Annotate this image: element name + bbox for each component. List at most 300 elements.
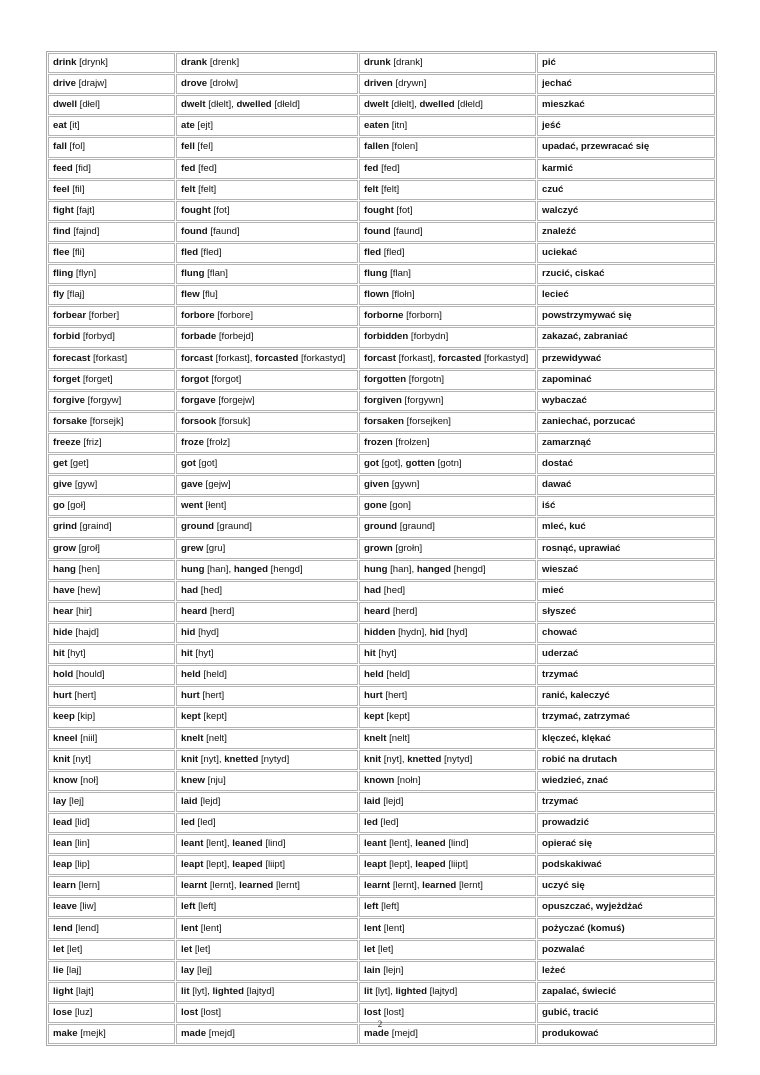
past-participle-cell	[359, 813, 536, 833]
past-simple-cell	[176, 539, 358, 559]
verb-word: went	[181, 500, 203, 512]
pronunciation: [lajtyd]	[246, 985, 275, 997]
table-row	[48, 602, 715, 622]
verb-word: forbid	[53, 331, 81, 343]
verb-word: let	[364, 943, 376, 955]
past-participle-cell	[359, 116, 536, 136]
verb-word: hung	[181, 563, 205, 575]
polish-translation-cell: wieszać	[537, 560, 715, 580]
verb-word: freeze	[53, 437, 81, 449]
verb-word: dwelled	[236, 99, 272, 111]
verb-word: lighted	[212, 985, 244, 997]
pronunciation: [niil]	[80, 732, 98, 744]
base-form-cell	[48, 813, 175, 833]
table-row	[48, 159, 715, 179]
base-form-cell	[48, 961, 175, 981]
pronunciation: [lyt]	[192, 985, 208, 997]
pronunciation: [lernt]	[209, 880, 234, 892]
base-form-cell	[48, 897, 175, 917]
pronunciation: [hed]	[383, 584, 406, 596]
verb-word: fight	[53, 204, 74, 216]
pronunciation: [hert]	[74, 690, 97, 702]
base-form-cell	[48, 602, 175, 622]
table-row	[48, 243, 715, 263]
past-participle-cell	[359, 475, 536, 495]
pronunciation: [folen]	[391, 141, 418, 153]
base-form-cell	[48, 539, 175, 559]
verb-word: found	[364, 225, 391, 237]
pronunciation: [liw]	[79, 901, 97, 913]
table-row	[48, 686, 715, 706]
pronunciation: [nelt]	[206, 732, 227, 744]
pronunciation: [lejd]	[383, 795, 404, 807]
verb-word: leaped	[232, 859, 263, 871]
polish-translation-cell: uderzać	[537, 644, 715, 664]
past-participle-cell	[359, 53, 536, 73]
pronunciation: [graund]	[399, 521, 435, 533]
verb-word: learned	[239, 880, 274, 892]
polish-translation-cell: trzymać, zatrzymać	[537, 707, 715, 727]
past-simple-cell	[176, 686, 358, 706]
table-row	[48, 771, 715, 791]
past-simple-cell	[176, 771, 358, 791]
base-form-cell	[48, 834, 175, 854]
pronunciation: [forsejk]	[89, 415, 124, 427]
polish-translation-cell: opierać się	[537, 834, 715, 854]
verb-word: forsaken	[364, 415, 404, 427]
pronunciation: [fot]	[213, 204, 230, 216]
pronunciation: [forgejw]	[218, 394, 255, 406]
past-participle-cell: dwelt [dłelt], dwelled [dłeld]	[359, 95, 536, 115]
verb-word: hold	[53, 669, 74, 681]
table-row	[48, 454, 715, 474]
pronunciation: [hir]	[75, 605, 92, 617]
table-row	[48, 897, 715, 917]
past-simple-cell: learnt [lernt], learned [lernt]	[176, 876, 358, 896]
pronunciation: [hyd]	[446, 627, 468, 638]
base-form-cell	[48, 391, 175, 411]
table-row	[48, 813, 715, 833]
polish-translation-cell: zaniechać, porzucać	[537, 412, 715, 432]
base-form-cell	[48, 95, 175, 115]
polish-translation-cell: zamarznąć	[537, 433, 715, 453]
table-row	[48, 876, 715, 896]
base-form-cell	[48, 982, 175, 1002]
pronunciation: [noł]	[80, 774, 99, 786]
pronunciation: [herd]	[209, 605, 235, 617]
verb-word: lent	[181, 922, 199, 934]
past-simple-cell	[176, 370, 358, 390]
verb-word: learnt	[181, 880, 208, 892]
pronunciation: [hed]	[200, 584, 223, 596]
past-simple-cell	[176, 581, 358, 601]
pronunciation: [hyt]	[67, 648, 86, 660]
table-row	[48, 750, 715, 770]
past-simple-cell	[176, 53, 358, 73]
base-form-cell	[48, 327, 175, 347]
past-simple-cell	[176, 729, 358, 749]
past-participle-cell: hung [han], hanged [hengd]	[359, 560, 536, 580]
pronunciation: [lend]	[75, 922, 99, 934]
pronunciation: [let]	[377, 943, 394, 955]
past-participle-cell	[359, 370, 536, 390]
verb-word: forborne	[364, 310, 404, 322]
pronunciation: [held]	[203, 669, 227, 681]
pronunciation: [lept]	[389, 859, 410, 871]
past-simple-cell	[176, 285, 358, 305]
pronunciation: [lin]	[74, 838, 90, 850]
verb-word: fell	[181, 141, 195, 153]
verb-word: learned	[422, 880, 457, 892]
past-simple-cell	[176, 602, 358, 622]
pronunciation: [forbejd]	[218, 331, 254, 343]
pronunciation: [fajt]	[76, 204, 95, 216]
verb-word: got	[181, 458, 196, 470]
past-simple-cell	[176, 623, 358, 643]
verb-word: forcast	[181, 352, 213, 364]
past-participle-cell	[359, 412, 536, 432]
pronunciation: [get]	[70, 458, 89, 470]
base-form-cell	[48, 137, 175, 157]
verb-word: laid	[181, 795, 198, 807]
pronunciation: [hyt]	[378, 648, 397, 660]
table-row	[48, 982, 715, 1002]
polish-translation-cell: znaleźć	[537, 222, 715, 242]
table-row	[48, 665, 715, 685]
pronunciation: [dłelt]	[208, 99, 232, 111]
pronunciation: [łent]	[205, 500, 227, 512]
verb-word: forget	[53, 373, 81, 385]
base-form-cell	[48, 771, 175, 791]
past-participle-cell	[359, 792, 536, 812]
polish-translation-cell: jeść	[537, 116, 715, 136]
past-participle-cell	[359, 686, 536, 706]
pronunciation: [led]	[197, 816, 216, 828]
verb-word: lead	[53, 816, 73, 828]
polish-translation-cell: jechać	[537, 74, 715, 94]
past-participle-cell	[359, 940, 536, 960]
polish-translation-cell: dostać	[537, 454, 715, 474]
verb-word: lay	[181, 964, 195, 976]
pronunciation: [lost]	[383, 1006, 404, 1018]
pronunciation: [frołz]	[206, 437, 231, 449]
pronunciation: [groł]	[78, 542, 100, 554]
pronunciation: [fil]	[72, 183, 85, 195]
pronunciation: [hert]	[202, 690, 225, 702]
base-form-cell	[48, 855, 175, 875]
verb-word: forecast	[53, 352, 91, 364]
past-simple-cell	[176, 412, 358, 432]
verb-word: fall	[53, 141, 67, 153]
pronunciation: [lajt]	[75, 985, 94, 997]
pronunciation: [hyd]	[198, 627, 219, 638]
past-participle-cell	[359, 918, 536, 938]
table-row	[48, 412, 715, 432]
pronunciation: [grołn]	[395, 542, 423, 554]
pronunciation: [faund]	[393, 225, 423, 237]
pronunciation: [left]	[198, 901, 217, 913]
polish-translation-cell: leżeć	[537, 961, 715, 981]
polish-translation-cell: iść	[537, 496, 715, 516]
verb-word: forsook	[181, 415, 217, 427]
table-row	[48, 391, 715, 411]
pronunciation: [left]	[381, 901, 400, 913]
verb-word: lie	[53, 964, 64, 976]
pronunciation: [forgyw]	[87, 394, 122, 406]
pronunciation: [lyt]	[375, 985, 391, 997]
past-participle-cell: learnt [lernt], learned [lernt]	[359, 876, 536, 896]
verb-word: kneel	[53, 732, 78, 744]
verb-word: forcast	[364, 352, 396, 364]
past-participle-cell	[359, 707, 536, 727]
verb-word: hurt	[364, 690, 383, 702]
table-row	[48, 475, 715, 495]
verb-word: hung	[364, 563, 388, 575]
past-simple-cell	[176, 644, 358, 664]
base-form-cell	[48, 180, 175, 200]
base-form-cell	[48, 159, 175, 179]
pronunciation: [drywn]	[395, 78, 427, 90]
verb-word: dwell	[53, 99, 77, 111]
past-participle-cell	[359, 243, 536, 263]
polish-translation-cell: rosnąć, uprawiać	[537, 539, 715, 559]
past-participle-cell	[359, 285, 536, 305]
verb-word: found	[181, 225, 208, 237]
verb-word: hear	[53, 605, 74, 617]
pronunciation: [lej]	[197, 964, 212, 976]
pronunciation: [gyw]	[74, 479, 98, 491]
pronunciation: [forget]	[82, 373, 113, 385]
pronunciation: [fot]	[396, 204, 413, 216]
pronunciation: [hajd]	[75, 627, 99, 638]
past-simple-cell	[176, 180, 358, 200]
polish-translation-cell: robić na drutach	[537, 750, 715, 770]
base-form-cell	[48, 876, 175, 896]
verb-word: grind	[53, 521, 77, 533]
verb-word: let	[53, 943, 65, 955]
verb-word: felt	[181, 183, 196, 195]
verb-word: grew	[181, 542, 204, 554]
pronunciation: [gejw]	[205, 479, 231, 491]
past-participle-cell	[359, 433, 536, 453]
verb-word: knit	[181, 753, 199, 765]
verb-word: flown	[364, 289, 390, 301]
past-simple-cell	[176, 391, 358, 411]
polish-translation-cell: wybaczać	[537, 391, 715, 411]
past-participle-cell	[359, 264, 536, 284]
verb-word: had	[181, 584, 199, 596]
past-participle-cell	[359, 665, 536, 685]
base-form-cell	[48, 918, 175, 938]
polish-translation-cell: rzucić, ciskać	[537, 264, 715, 284]
verb-word: lit	[181, 985, 190, 997]
polish-translation-cell: zapalać, świecić	[537, 982, 715, 1002]
pronunciation: [lernt]	[458, 880, 483, 892]
pronunciation: [drynk]	[79, 57, 108, 69]
verb-word: held	[364, 669, 384, 681]
base-form-cell	[48, 285, 175, 305]
pronunciation: [hert]	[385, 690, 408, 702]
verb-word: forgot	[181, 373, 209, 385]
pronunciation: [lejn]	[383, 964, 404, 976]
table-row	[48, 222, 715, 242]
pronunciation: [flołn]	[391, 289, 415, 301]
verb-word: forbear	[53, 310, 87, 322]
verb-word: known	[364, 774, 395, 786]
polish-translation-cell: walczyć	[537, 201, 715, 221]
verb-word: flung	[364, 268, 388, 280]
pronunciation: [hydn]	[398, 627, 425, 638]
verb-word: fallen	[364, 141, 390, 153]
polish-translation-cell: mieszkać	[537, 95, 715, 115]
verb-word: lighted	[395, 985, 427, 997]
table-row	[48, 306, 715, 326]
verb-word: leant	[364, 838, 387, 850]
verb-word: gotten	[405, 458, 435, 470]
verb-word: knew	[181, 774, 205, 786]
verb-word: drink	[53, 57, 77, 69]
verb-word: gave	[181, 479, 203, 491]
past-participle-cell: got [got], gotten [gotn]	[359, 454, 536, 474]
verb-word: hang	[53, 563, 76, 575]
verb-word: made	[181, 1028, 207, 1040]
pronunciation: [flan]	[207, 268, 228, 280]
polish-translation-cell: opuszczać, wyjeżdżać	[537, 897, 715, 917]
pronunciation: [lent]	[383, 922, 405, 934]
pronunciation: [lernt]	[275, 880, 300, 892]
pronunciation: [mejd]	[208, 1028, 235, 1040]
table-row	[48, 855, 715, 875]
verb-word: forbore	[181, 310, 215, 322]
verb-word: fly	[53, 289, 65, 301]
base-form-cell	[48, 686, 175, 706]
past-simple-cell	[176, 201, 358, 221]
past-simple-cell: hung [han], hanged [hengd]	[176, 560, 358, 580]
verb-word: leant	[181, 838, 204, 850]
polish-translation-cell: gubić, tracić	[537, 1003, 715, 1023]
verb-word: hanged	[233, 563, 268, 575]
verb-word: lose	[53, 1006, 73, 1018]
verb-word: ground	[364, 521, 398, 533]
verb-word: drove	[181, 78, 208, 90]
pronunciation: [forbyd]	[82, 331, 115, 343]
past-participle-cell	[359, 201, 536, 221]
pronunciation: [forborn]	[406, 310, 442, 322]
polish-translation-cell: klęczeć, klękać	[537, 729, 715, 749]
pronunciation: [flaj]	[66, 289, 85, 301]
verb-word: have	[53, 584, 75, 596]
pronunciation: [nyt]	[383, 753, 402, 765]
pronunciation: [dłelt]	[391, 99, 415, 111]
past-simple-cell	[176, 264, 358, 284]
verb-word: forsake	[53, 415, 88, 427]
verb-word: forbade	[181, 331, 217, 343]
verb-word: eaten	[364, 120, 390, 132]
verb-word: feel	[53, 183, 70, 195]
pronunciation: [mejd]	[391, 1028, 418, 1040]
past-simple-cell	[176, 813, 358, 833]
verb-word: hide	[53, 627, 73, 638]
table-row	[48, 961, 715, 981]
pronunciation: [forgotn]	[408, 373, 444, 385]
past-simple-cell	[176, 454, 358, 474]
polish-translation-cell: mieć	[537, 581, 715, 601]
past-simple-cell	[176, 918, 358, 938]
pronunciation: [fli]	[72, 247, 85, 259]
base-form-cell	[48, 517, 175, 537]
past-simple-cell: leapt [lept], leaped [liipt]	[176, 855, 358, 875]
polish-translation-cell: trzymać	[537, 665, 715, 685]
past-participle-cell	[359, 771, 536, 791]
pronunciation: [drank]	[393, 57, 423, 69]
verb-word: made	[364, 1028, 390, 1040]
pronunciation: [hyt]	[195, 648, 214, 660]
pronunciation: [hengd]	[453, 563, 486, 575]
past-participle-cell	[359, 74, 536, 94]
pronunciation: [led]	[380, 816, 399, 828]
base-form-cell	[48, 750, 175, 770]
table-row	[48, 560, 715, 580]
pronunciation: [forkastyd]	[301, 352, 346, 364]
verb-word: hit	[364, 648, 376, 660]
table-row	[48, 581, 715, 601]
pronunciation: [graind]	[79, 521, 112, 533]
base-form-cell	[48, 475, 175, 495]
past-simple-cell	[176, 517, 358, 537]
pronunciation: [lept]	[206, 859, 227, 871]
pronunciation: [fel]	[197, 141, 214, 153]
pronunciation: [fol]	[69, 141, 86, 153]
polish-translation-cell: chować	[537, 623, 715, 643]
table-row	[48, 285, 715, 305]
pronunciation: [drenk]	[209, 57, 240, 69]
pronunciation: [lajtyd]	[429, 985, 458, 997]
table-row	[48, 623, 715, 643]
table-row	[48, 792, 715, 812]
page-number: 2	[377, 1019, 383, 1029]
verb-word: laid	[364, 795, 381, 807]
verb-word: kept	[364, 711, 384, 723]
polish-translation-cell: słyszeć	[537, 602, 715, 622]
verb-word: learnt	[364, 880, 391, 892]
past-simple-cell: dwelt [dłelt], dwelled [dłeld]	[176, 95, 358, 115]
past-simple-cell	[176, 159, 358, 179]
verb-word: leapt	[364, 859, 387, 871]
verb-word: leaned	[415, 838, 446, 850]
base-form-cell	[48, 53, 175, 73]
pronunciation: [let]	[66, 943, 83, 955]
pronunciation: [lip]	[74, 859, 90, 871]
verb-word: frozen	[364, 437, 393, 449]
past-simple-cell	[176, 137, 358, 157]
verb-word: leaped	[415, 859, 446, 871]
base-form-cell	[48, 201, 175, 221]
pronunciation: [lejd]	[200, 795, 221, 807]
polish-translation-cell: podskakiwać	[537, 855, 715, 875]
base-form-cell	[48, 454, 175, 474]
verb-word: left	[181, 901, 196, 913]
verb-word: leave	[53, 901, 78, 913]
pronunciation: [lind]	[448, 838, 469, 850]
past-participle-cell: hidden [hydn], hid [hyd]	[359, 623, 536, 643]
pronunciation: [it]	[69, 120, 80, 132]
past-participle-cell	[359, 391, 536, 411]
table-row	[48, 918, 715, 938]
verb-word: got	[364, 458, 379, 470]
verb-word: hidden	[364, 627, 396, 638]
verb-word: forcasted	[438, 352, 482, 364]
verb-word: heard	[181, 605, 208, 617]
